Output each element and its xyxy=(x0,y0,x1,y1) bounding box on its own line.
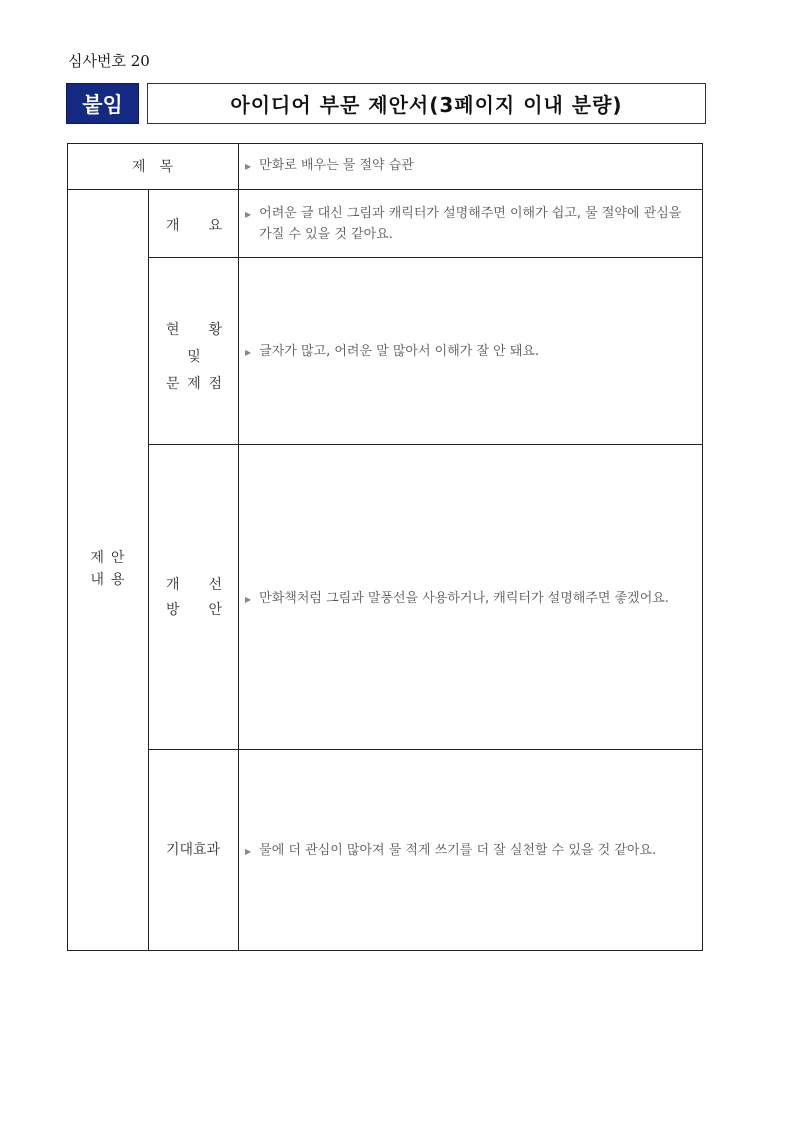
status-problems-label: 현 황 및 문 제 점 xyxy=(166,322,222,392)
attachment-badge: 붙임 xyxy=(66,83,139,124)
proposal-content-label: 제 안 내 용 xyxy=(90,550,125,588)
overview-label: 개 요 xyxy=(166,218,222,234)
improvement-plan-value: ▶ 만화책처럼 그림과 말풍선을 사용하거나, 캐릭터가 설명해주면 좋겠어요. xyxy=(245,588,695,610)
subject-value: ▶ 만화로 배우는 물 절약 습관 xyxy=(245,155,695,177)
document-header xyxy=(66,83,706,124)
expected-effect-label: 기대효과 xyxy=(165,842,221,858)
triangle-bullet-icon: ▶ xyxy=(245,348,252,357)
proposal-table xyxy=(67,143,703,951)
triangle-bullet-icon: ▶ xyxy=(245,847,252,856)
improvement-plan-label: 개 선 방 안 xyxy=(166,577,222,618)
expected-effect-value: ▶ 물에 더 관심이 많아져 물 적게 쓰기를 더 잘 실천할 수 있을 것 같아요. xyxy=(245,840,695,862)
triangle-bullet-icon: ▶ xyxy=(245,162,252,171)
review-number: 심사번호 20 xyxy=(68,52,150,70)
status-problems-value: ▶ 글자가 많고, 어려운 말 많아서 이해가 잘 안 돼요. xyxy=(245,341,695,363)
page-title: 아이디어 부문 제안서(3페이지 이내 분량) xyxy=(147,83,706,124)
subject-label: 제 목 xyxy=(131,159,174,175)
triangle-bullet-icon: ▶ xyxy=(245,595,252,604)
overview-value: ▶ 어려운 글 대신 그림과 캐릭터가 설명해주면 이해가 쉽고, 물 절약에 관심을 가질 수 있을 것 같아요. xyxy=(245,206,682,242)
triangle-bullet-icon: ▶ xyxy=(245,210,252,219)
